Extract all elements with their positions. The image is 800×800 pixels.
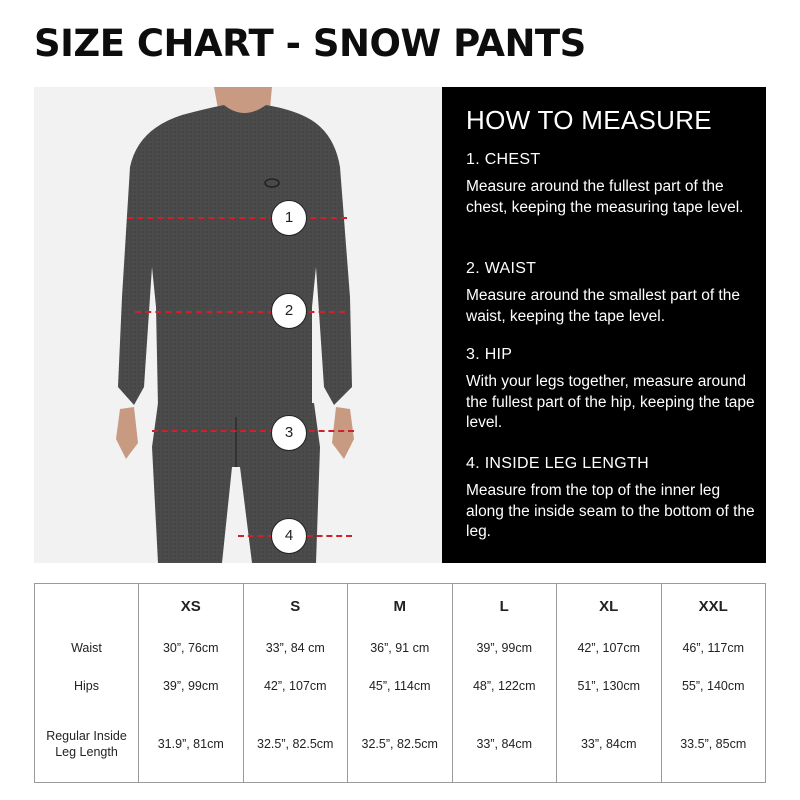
table-cell: 36”, 91 cm [348, 629, 453, 667]
table-row-inside-leg [35, 705, 766, 782]
table-cell: 33”, 84 cm [243, 629, 348, 667]
corner-cell [35, 584, 139, 630]
size-header: XL [557, 584, 662, 630]
size-header: S [243, 584, 348, 630]
step-inside-leg [466, 455, 758, 543]
size-header-row [35, 584, 766, 630]
table-cell: 39”, 99cm [452, 629, 557, 667]
model-illustration [34, 87, 442, 563]
size-header: L [452, 584, 557, 630]
size-table [34, 583, 766, 783]
row-label: Hips [35, 667, 139, 705]
table-cell: 31.9”, 81cm [139, 705, 244, 782]
how-to-measure-panel [442, 87, 766, 563]
step-description: Measure from the top of the inner leg along the inside seam to the bottom of the leg. [466, 482, 755, 540]
table-cell: 46”, 117cm [661, 629, 766, 667]
step-description: Measure around the smallest part of the waist, keeping the tape level. [466, 287, 740, 325]
table-cell: 30”, 76cm [139, 629, 244, 667]
table-cell: 42”, 107cm [557, 629, 662, 667]
marker-chest: 1 [271, 200, 307, 236]
hip-measure-line [152, 430, 354, 432]
table-cell: 33”, 84cm [452, 705, 557, 782]
size-header: M [348, 584, 453, 630]
table-cell: 48”, 122cm [452, 667, 557, 705]
page-title: SIZE CHART - SNOW PANTS [34, 22, 586, 65]
table-cell: 51”, 130cm [557, 667, 662, 705]
table-cell: 42”, 107cm [243, 667, 348, 705]
size-header: XS [139, 584, 244, 630]
row-label: Waist [35, 629, 139, 667]
table-cell: 33”, 84cm [557, 705, 662, 782]
marker-waist: 2 [271, 293, 307, 329]
step-description: With your legs together, measure around the fullest part of the hip, keeping the tape level. [466, 373, 755, 431]
table-cell: 33.5”, 85cm [661, 705, 766, 782]
table-cell: 45”, 114cm [348, 667, 453, 705]
table-row-waist [35, 629, 766, 667]
row-label: Regular Inside Leg Length [35, 705, 139, 782]
step-title: 2. WAIST [466, 260, 537, 277]
table-cell: 32.5”, 82.5cm [348, 705, 453, 782]
chest-measure-line [127, 217, 347, 219]
step-title: 3. HIP [466, 346, 513, 363]
step-description: Measure around the fullest part of the chest, keeping the measuring tape level. [466, 178, 744, 216]
marker-hip: 3 [271, 415, 307, 451]
table-cell: 55”, 140cm [661, 667, 766, 705]
waist-measure-line [135, 311, 345, 313]
step-title: 1. CHEST [466, 151, 541, 168]
step-title: 4. INSIDE LEG LENGTH [466, 455, 649, 472]
size-header: XXL [661, 584, 766, 630]
how-to-measure-heading: HOW TO MEASURE [466, 105, 712, 135]
step-hip [466, 346, 758, 434]
step-waist [466, 260, 758, 327]
marker-inside-leg: 4 [271, 518, 307, 554]
table-row-hips [35, 667, 766, 705]
table-cell: 39”, 99cm [139, 667, 244, 705]
step-chest [466, 151, 758, 218]
table-cell: 32.5”, 82.5cm [243, 705, 348, 782]
model-photo [34, 87, 442, 563]
